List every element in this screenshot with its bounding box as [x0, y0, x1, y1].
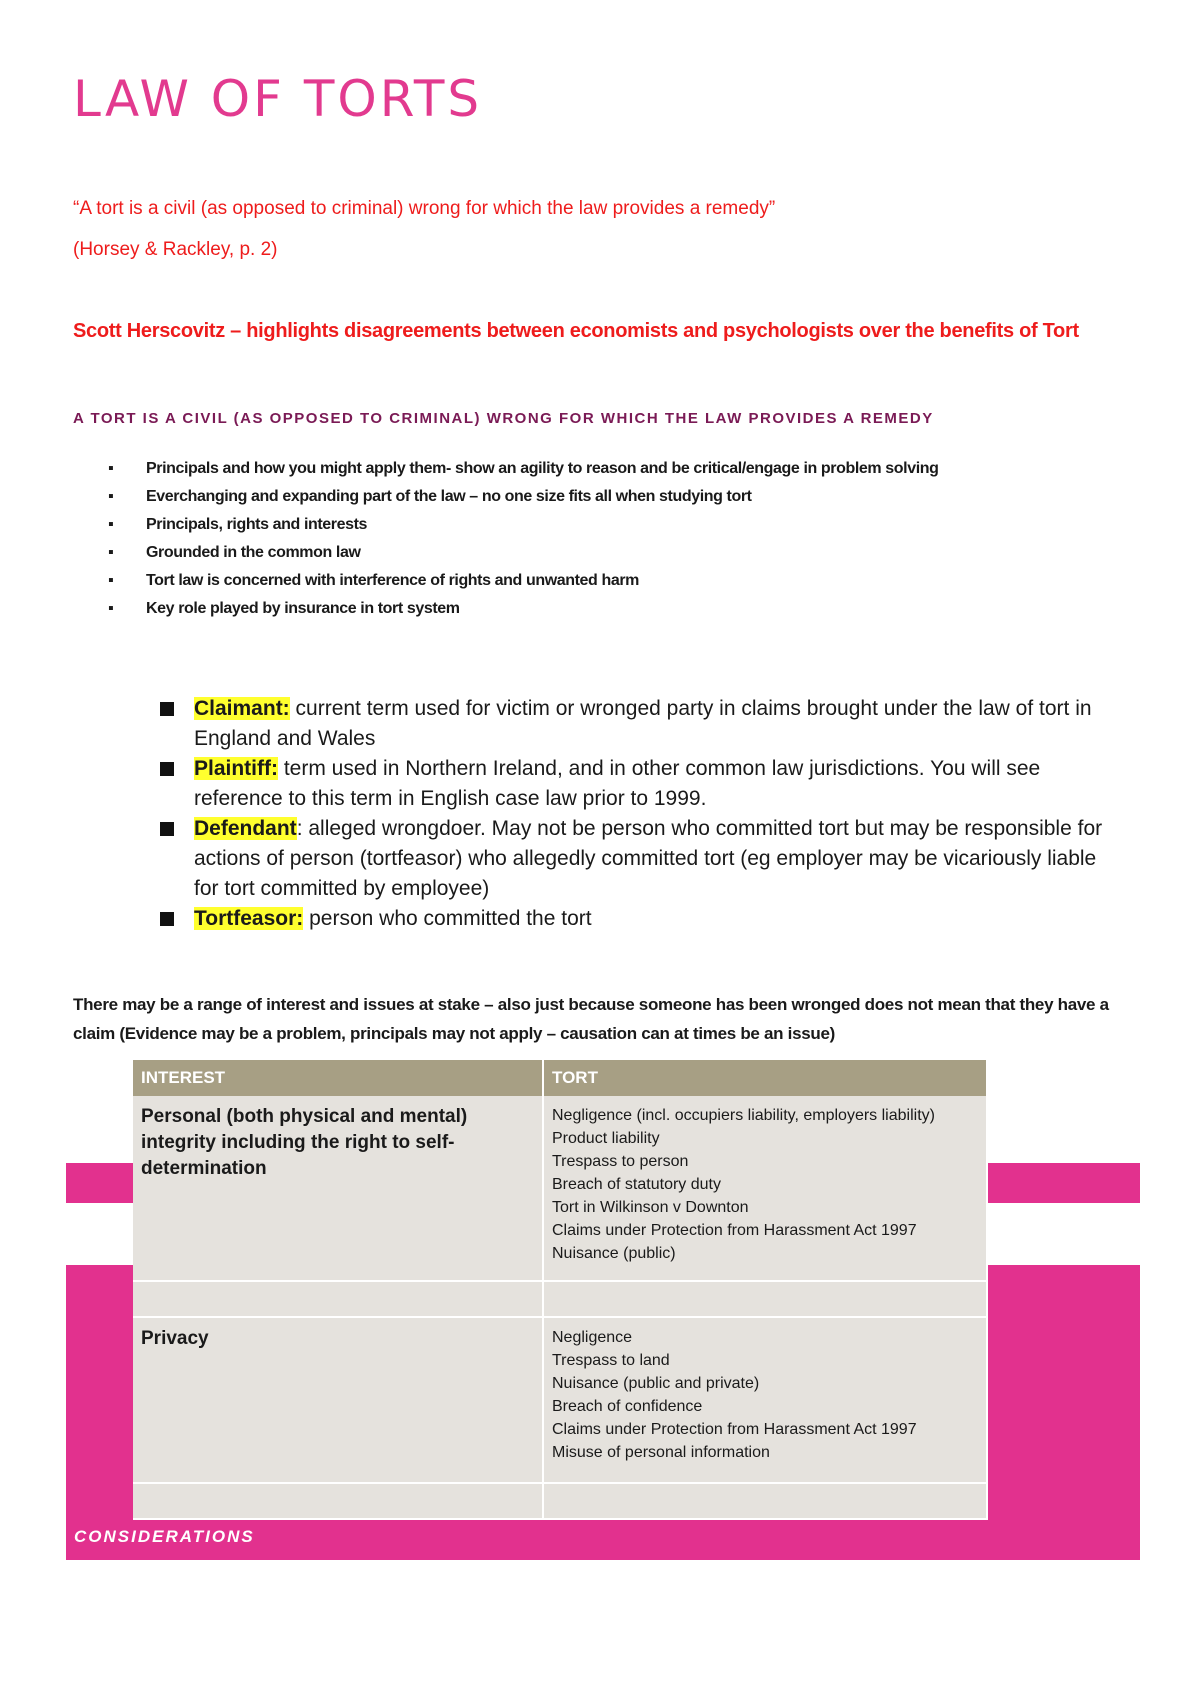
definition-text: current term used for victim or wronged party in claims brought under the law of tort in England and Wales	[194, 697, 1092, 750]
interest-cell: Personal (both physical and mental) integrity including the right to self-determination	[133, 1096, 543, 1281]
definition-term: Claimant:	[194, 697, 290, 720]
header-tort: TORT	[543, 1060, 987, 1096]
section-subheading: A TORT IS A CIVIL (AS OPPOSED TO CRIMINAL) WRONG FOR WHICH THE LAW PROVIDES A REMEDY	[73, 410, 934, 427]
tort-item: Nuisance (public and private)	[552, 1375, 760, 1392]
tort-item: Misuse of personal information	[552, 1444, 770, 1461]
definition-text: term used in Northern Ireland, and in other common law jurisdictions. You will see reference to this term in English case law prior to 1999.	[194, 757, 1041, 810]
definition-claimant	[158, 694, 1118, 754]
empty-cell	[133, 1483, 543, 1519]
tort-item: Negligence	[552, 1329, 633, 1346]
definition-text: : alleged wrongdoer. May not be person who committed tort but may be responsible for actions of person (tortfeasor) who allegedly committed tort (eg employer may be vicariously liable for tort committed by employee)	[194, 817, 1103, 900]
tort-item: Claims under Protection from Harassment Act 1997	[552, 1222, 917, 1239]
interest-paragraph: There may be a range of interest and issues at stake – also just because someone has been wronged does not mean that they have a claim (Evidence may be a problem, principals may not apply – causation can at times be an issue)	[73, 995, 1109, 1043]
key-points-list	[108, 455, 939, 623]
empty-cell	[133, 1281, 543, 1317]
interest-cell: Privacy	[133, 1317, 543, 1483]
page-title: LAW OF TORTS	[73, 70, 483, 128]
tort-cell	[543, 1317, 987, 1483]
square-bullet-icon	[160, 822, 174, 836]
definition-text: person who committed the tort	[303, 907, 592, 930]
table-row-empty	[133, 1281, 987, 1317]
tort-definition-quote: “A tort is a civil (as opposed to criminal) wrong for which the law provides a remedy”	[73, 198, 776, 219]
list-item: ▪ Tort law is concerned with interference of rights and unwanted harm	[108, 567, 939, 595]
herscovitz-note: Scott Herscovitz – highlights disagreements between economists and psychologists over the benefits of Tort	[73, 320, 1079, 342]
list-item: ▪ Key role played by insurance in tort system	[108, 595, 939, 623]
list-item: ▪ Everchanging and expanding part of the law – no one size fits all when studying tort	[108, 483, 939, 511]
definition-tortfeasor	[158, 904, 1118, 934]
square-bullet-icon	[160, 762, 174, 776]
tort-item: Trespass to land	[552, 1352, 670, 1369]
bullet-icon: ▪	[108, 488, 114, 505]
table-row-empty	[133, 1483, 987, 1519]
bullet-icon: ▪	[108, 460, 114, 477]
empty-cell	[543, 1483, 987, 1519]
tort-item: Nuisance (public)	[552, 1245, 676, 1262]
tort-cell	[543, 1096, 987, 1281]
table-row	[133, 1096, 987, 1281]
tort-item: Breach of confidence	[552, 1398, 703, 1415]
definition-plaintiff	[158, 754, 1118, 814]
empty-cell	[543, 1281, 987, 1317]
interest-tort-table	[133, 1060, 988, 1520]
table-row	[133, 1317, 987, 1483]
bullet-icon: ▪	[108, 600, 114, 617]
list-item: ▪ Principals, rights and interests	[108, 511, 939, 539]
table-header-row	[133, 1060, 987, 1096]
tort-item: Negligence (incl. occupiers liability, employers liability)	[552, 1107, 935, 1124]
square-bullet-icon	[160, 912, 174, 926]
tort-item: Trespass to person	[552, 1153, 689, 1170]
definition-term: Plaintiff:	[194, 757, 278, 780]
header-interest: INTEREST	[133, 1060, 543, 1096]
definition-term: Defendant	[194, 817, 297, 840]
bullet-icon: ▪	[108, 516, 114, 533]
tort-item: Claims under Protection from Harassment Act 1997	[552, 1421, 917, 1438]
quote-citation: (Horsey & Rackley, p. 2)	[73, 239, 278, 260]
definition-term: Tortfeasor:	[194, 907, 304, 930]
definitions-list	[158, 694, 1118, 934]
square-bullet-icon	[160, 702, 174, 716]
tort-item: Breach of statutory duty	[552, 1176, 721, 1193]
list-item: ▪ Principals and how you might apply them- show an agility to reason and be critical/engage in problem solving	[108, 455, 939, 483]
bullet-icon: ▪	[108, 572, 114, 589]
bullet-icon: ▪	[108, 544, 114, 561]
tort-item: Tort in Wilkinson v Downton	[552, 1199, 749, 1216]
list-item: ▪ Grounded in the common law	[108, 539, 939, 567]
definition-defendant	[158, 814, 1118, 904]
tort-item: Product liability	[552, 1130, 660, 1147]
considerations-label: CONSIDERATIONS	[74, 1527, 255, 1546]
